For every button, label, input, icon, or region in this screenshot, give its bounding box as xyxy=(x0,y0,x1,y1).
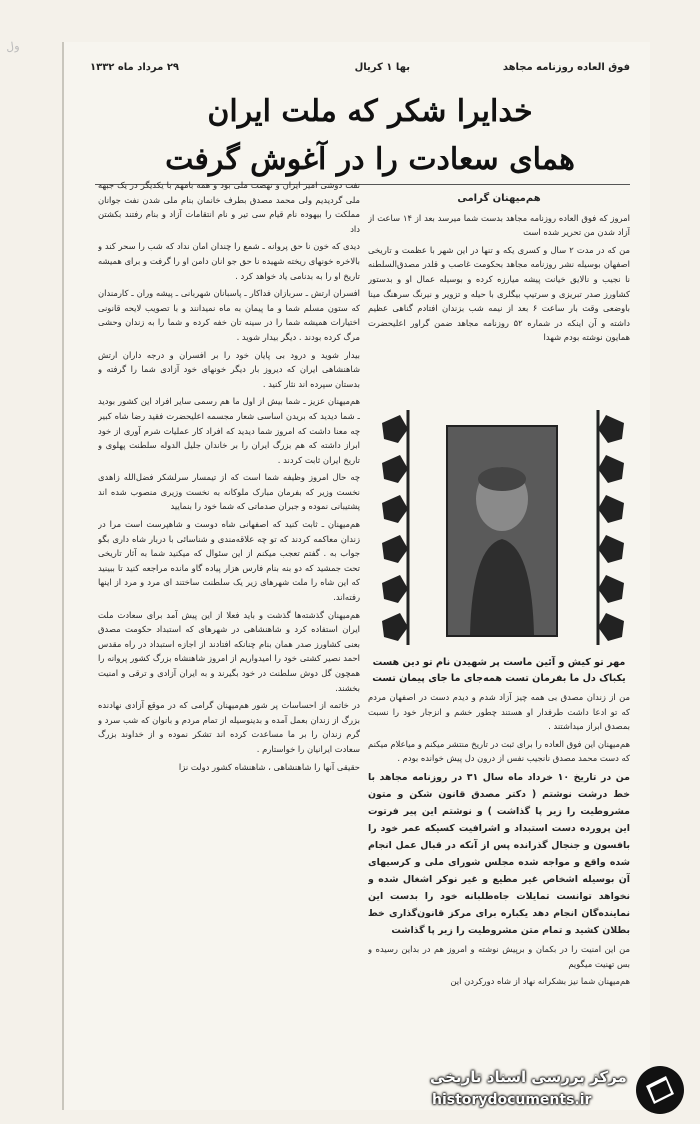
greeting: هم‌میهنان گرامی xyxy=(457,193,541,204)
caption-line-2: یکباک دل ما بفرمان تست همه‌جای ما جای پیمان تست xyxy=(372,673,626,684)
paragraph: حقیقی آنها را شاهنشاهی ، شاهنشاه کشور دولت نزا xyxy=(178,761,360,772)
portrait-image xyxy=(448,427,556,635)
paragraph: افسران ارتش ـ سربازان فداکار ـ پاسبانان شهربانی ـ پیشه وران ـ کارمندان که ستون مسلم شما و ما پیمان به ماه نمیدانند و با تصویب لایحه قانونی اختیارات همیشه شما را در سینه تان خفه کرده و شما را به زندان وحشی مرگ کرده بودند . دیگر بیدار شوید . xyxy=(98,288,360,342)
paragraph: امروز که فوق العاده روزنامه مجاهد بدست شما میرسد بعد از ۱۴ ساعت از آزاد شدن من تحریر شده است xyxy=(368,212,630,238)
paragraph: دیدی که خون نا حق پروانه ـ شمع را چندان امان نداد که شب را سحر کند و بالاخره خونهای ریخته شهیده نا حق جو انان دامن او را گرفت و برای همیشه تاریخ او را به بدنامی یاد خواهد کرد . xyxy=(98,241,360,281)
portrait-frame xyxy=(378,405,628,650)
paragraph: هم‌میهنان گذشته‌ها گذشت و باید فعلا از این پیش آمد برای سعادت ملت ایران استفاده کرد و شاهنشاهی در شهرهای که استبداد حکومت مصدق بعنی کشاورز صدر همان بنام چنانکه افتادند از اجازه استبداد در راه مقدس احمد نصیر کشتی خود را امیدواریم از امروز شاهنشاه بزرگ کشور پروانه را همچون گل دوش سلطنت در خود بگیرند و به ایران آزادی و ترقی و امنیت بخشند. xyxy=(98,609,360,693)
masthead xyxy=(90,62,630,84)
paragraph: تفت دوشی امیر ایران و نهضت ملی بود و همه بامهم با یکدیگر در یک جبهه ملی گردیدیم ولی محمد مصدق بطرف خانمان بنام ملی شدن نفت جوانان مملکت را بیهوده نام قیام سی تیر و نام انتقامات آزاد و بنام رفتند بکشتن داد xyxy=(98,180,360,234)
headline-line-2: همای سعادت را در آغوش گرفت xyxy=(165,142,575,177)
grapevine-ornament-right xyxy=(590,405,628,650)
portrait-photo xyxy=(446,425,558,637)
paragraph: من از زندان مصدق بی همه چیز آزاد شدم و دیدم دست در اصفهان مردم که تو ادعا داشت طرفدار او هستند چطور خشم و انزجار خود را نسبت بمصدق ابراز میداشتند . xyxy=(368,692,630,732)
portrait-caption xyxy=(368,655,630,687)
headline xyxy=(110,88,630,184)
paragraph: من که در مدت ۲ سال و کسری یکه و تنها در این شهر با عظمت و تاریخی اصفهان بوسیله نشر روزنامه مجاهد بحکومت غاصب و قلدر مصدق‌السلطنه نا نجیب و نالایق خیانت پیشه میارزه کرده و بوسیله عمال او و بدستور کشاورز صدر تبریزی و سرتیپ بیگلری با حیله و تزویر و نیرنگ سرهنگ مینا باوضعی وقت بار ساعت ۶ بعد از نیمه شب بزندان افتادم گناهی عظیم داشته و آن اینکه در شماره ۵۲ روزنامه مجاهد ضمن گراور اعلیحضرت همایون نوشته بودم شهدا xyxy=(368,244,630,343)
caption-line-1: مهر تو کیش و آئین ماست پر شهیدن نام تو دین هست xyxy=(372,657,626,668)
grapevine-ornament-left xyxy=(378,405,416,650)
paragraph: هم‌میهنان ـ ثابت کنید که اصفهانی شاه دوست و شاهپرست است مرا در زندان معاکمه کردند که تو چه علاقه‌مندی و شناسائی با دربار شاه داری بگو جواب به . گفتم تعجب میکنم از این سئوال که میکنید شما به آثار تاریخی تحت جمشید که دو بنه بنام فارس هزار پیاده گاو مانده مراجعه کنید تا ببینید که این شاه را ملت شهرهای زیر یک سلطنت ساختند ای مرد و مرد از اینها رفته‌اند. xyxy=(98,519,360,603)
article-column-right-bottom xyxy=(368,690,630,1068)
watermark-url: historydocuments.ir xyxy=(432,1092,592,1108)
paragraph: چه حال امروز وظیفه شما است که از تیمسار سرلشکر فضل‌الله زاهدی نخست وزیر که بفرمان مبارک ملوکانه به نخست وزیری منصوب شده اند پشتیبانی نموده و جبران صدماتی که شما خود را بنمایید xyxy=(98,472,360,512)
paragraph: هم‌میهنان شما نیز بشکرانه نهاد از شاه دورکردن این xyxy=(450,976,630,987)
issue-date: ۲۹ مرداد ماه ۱۳۳۲ xyxy=(90,62,180,73)
paragraph-emphasis: من در تاریخ ۱۰ خرداد ماه سال ۳۱ در روزنامه مجاهد با خط درشت نوشتم ( دکتر مصدق قانون شکن و متون مشروطیت را زیر پا گذاشت ) و نوشتم این پیر فرتوت این پرورده دست استبداد و اشرافیت کسیکه عمر خود را بافسون و جنجال گذرانده پس از آنکه در قبال عمل انجام شده واقع و مواجه شده مجلس شورای ملی و کرسیهای آن بوسیله اشخاص غیر مطیع و غیر نوکر اشغال شده و نخواهد توانست تمایلات جاه‌طلبانه خود را بدست این نماینده‌گان انجام دهد یکباره برای مرکز قانون‌گذاری خط بطلان کشید و تمام متن مشروطیت را زیر پا گذاشت xyxy=(368,771,630,936)
price-label: بها ۱ کریال xyxy=(354,62,410,73)
paragraph: در خاتمه از احساسات پر شور هم‌میهنان گرامی که در موقع آزادی نهادنده بزرگ از زندان بعمل آمده و بدینوسیله از تمام مردم و بانوان که شب سرد و گرم زندان را بر ما مساعدت کرده اند تشکر نموده و از خداوند بزرگ سعادت ایرانیان را خواستارم . xyxy=(98,700,360,754)
article-column-left xyxy=(98,178,360,1083)
headline-line-1: خدایرا شکر که ملت ایران xyxy=(207,94,533,129)
paragraph: هم‌میهنان این فوق العاده را برای ثبت در تاریخ منتشر میکنم و میاعلام میکنم که دست محمد مصدق نانجیب نفس از درون دل پیش خوانده بودم . xyxy=(368,738,630,764)
margin-note: ول xyxy=(5,39,21,54)
article-column-right-top xyxy=(368,192,630,412)
paragraph: بیدار شوید و درود بی پایان خود را بر افسران و درجه داران ارتش شاهنشاهی ایران که دیروز بار دیگر خونهای خود آزادی شما را گرفته و بدستان سپرده اند نثار کنید . xyxy=(98,349,360,389)
publication-name: فوق العاده روزنامه مجاهد xyxy=(502,62,630,73)
watermark-title: مرکز بررسی اسناد تاریخی xyxy=(430,1068,627,1086)
paragraph: من این امنیت را در بکمان و برپیش نوشته و امروز هم در بداین رسیده و بس تهنیت میگویم xyxy=(368,943,630,969)
paragraph: هم‌میهنان عزیز ـ شما بیش از اول ما هم رسمی سایر افراد این کشور بودید ـ شما دیدید که بریدن اساسی شعار مجسمه اعلیحضرت فقید رضا شاه کبیر چه معنا داشت که امروز شما دیدید که افراد کار عملیات شرم آوری از خود ابراز داشته که هم بزرگ ایران را بر خاندان جلیل الدوله سلطنت پهلوی و تاریخ ایران ثابت کردند . xyxy=(98,396,360,465)
archive-logo-icon xyxy=(628,1064,688,1116)
